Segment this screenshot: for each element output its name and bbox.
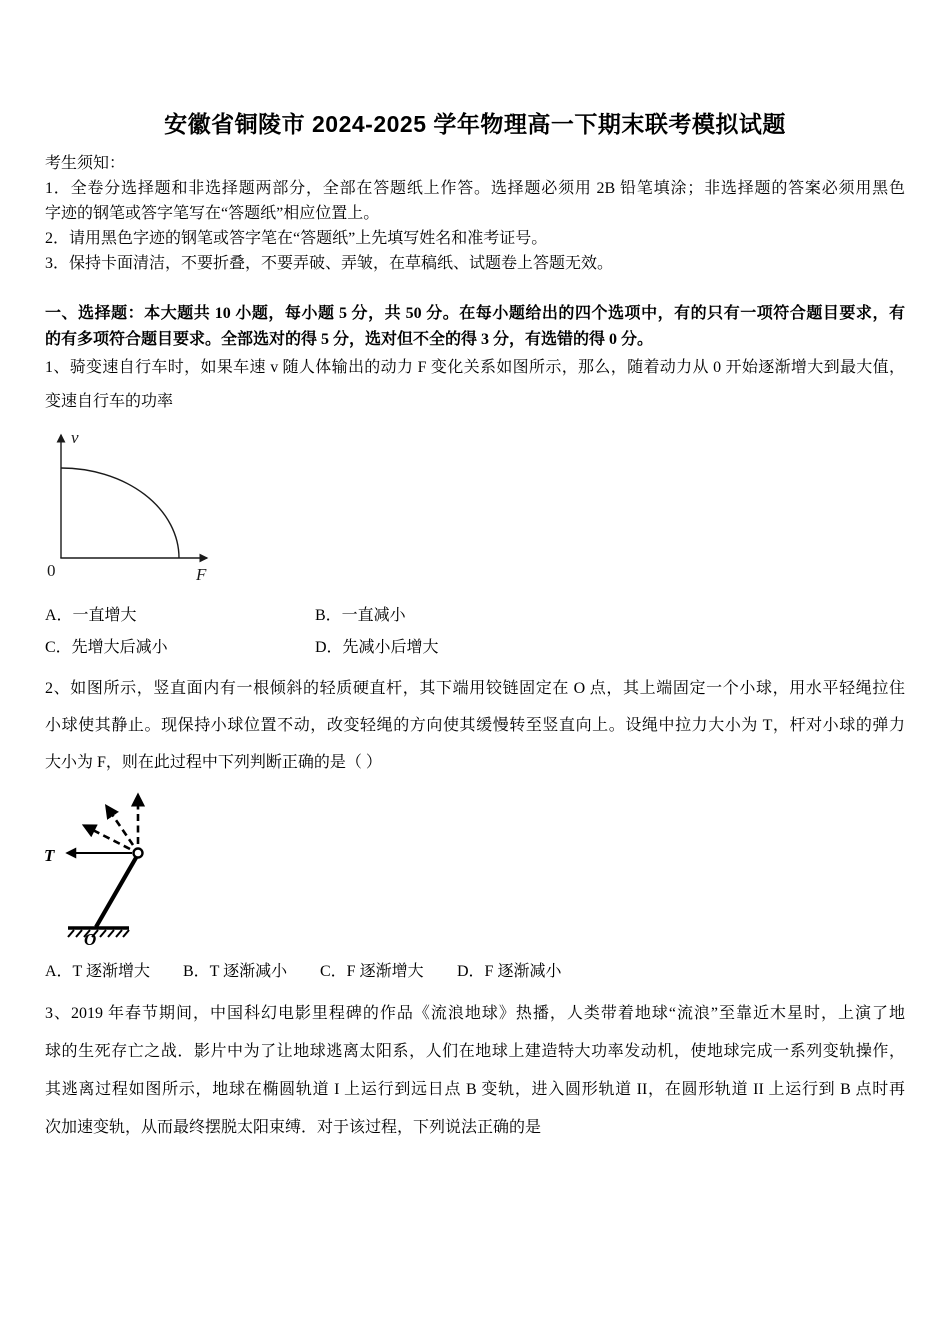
tension-label: T xyxy=(44,846,55,865)
q2-option-c: C．F 逐渐增大 xyxy=(320,963,424,980)
q2-option-a: A．T 逐渐增大 xyxy=(45,963,151,980)
question-2 xyxy=(45,670,905,781)
rope-direction-dashed-mid xyxy=(107,807,133,845)
q2-options xyxy=(45,959,905,985)
exam-title: 安徽省铜陵市 2024-2025 学年物理高一下期末联考模拟试题 xyxy=(164,111,786,137)
q3-stem-line: 其逃离过程如图所示，地球在椭圆轨道 I 上运行到远日点 B 变轨，进入圆形轨道 II，在圆形轨道 II 上运行到 B 点时再 xyxy=(45,1081,905,1098)
notice-line: 3．保持卡面清洁，不要折叠，不要弄破、弄皱，在草稿纸、试题卷上答题无效。 xyxy=(45,255,614,272)
q1-options xyxy=(45,603,905,661)
question-1 xyxy=(45,355,905,415)
ball xyxy=(134,849,143,858)
section-one-line: 一、选择题：本大题共 10 小题，每小题 5 分，共 50 分。在每小题给出的四个选项中，有的只有一项符合题目要求，有 xyxy=(45,305,905,322)
section-one-heading xyxy=(45,301,905,353)
v-axis-label: v xyxy=(71,428,79,447)
notice-block xyxy=(45,151,905,276)
q2-stem-line: 2、如图所示，竖直面内有一根倾斜的轻质硬直杆，其下端用铰链固定在 O 点，其上端固定一个小球，用水平轻绳拉住 xyxy=(45,680,905,697)
origin-label: 0 xyxy=(47,561,56,580)
q1-velocity-force-graph xyxy=(45,423,225,581)
f-axis-label: F xyxy=(196,565,207,581)
q1-option-c: C．先增大后减小 xyxy=(45,639,168,656)
q1-stem-line: 变速自行车的功率 xyxy=(45,393,174,410)
q2-option-d: D．F 逐渐减小 xyxy=(457,963,562,980)
q3-stem-line: 3、2019 年春节期间，中国科幻电影里程碑的作品《流浪地球》热播，人类带着地球“流浪”至靠近木星时，上演了地 xyxy=(45,1005,905,1022)
ground-hatching xyxy=(68,930,129,937)
q2-rod-ball-diagram xyxy=(40,775,210,947)
notice-line: 2．请用黑色字迹的钢笔或答字笔在“答题纸”上先填写姓名和准考证号。 xyxy=(45,230,548,247)
q1-option-d: D．先减小后增大 xyxy=(315,639,439,656)
q2-stem-line: 小球使其静止。现保持小球位置不动，改变轻绳的方向使其缓慢转至竖直向上。设绳中拉力大小为 T，杆对小球的弹力 xyxy=(45,717,905,734)
q3-stem-line: 次加速变轨，从而最终摆脱太阳束缚．对于该过程，下列说法正确的是 xyxy=(45,1119,542,1136)
q1-option-a: A．一直增大 xyxy=(45,607,137,624)
notice-line: 1．全卷分选择题和非选择题两部分，全部在答题纸上作答。选择题必须用 2B 铅笔填涂；非选择题的答案必须用黑色 xyxy=(45,180,905,197)
notice-heading: 考生须知： xyxy=(45,155,126,172)
rod xyxy=(96,856,137,927)
question-3 xyxy=(45,995,905,1147)
notice-line: 字迹的钢笔或答字笔写在“答题纸”相应位置上。 xyxy=(45,205,380,222)
v-f-curve xyxy=(61,468,179,558)
q1-option-b: B．一直减小 xyxy=(315,607,406,624)
hinge-label: O xyxy=(84,930,97,947)
q2-stem-line: 大小为 F，则在此过程中下列判断正确的是（ ） xyxy=(45,754,382,771)
q2-option-b: B．T 逐渐减小 xyxy=(183,963,288,980)
q1-stem-line: 1、骑变速自行车时，如果车速 v 随人体输出的动力 F 变化关系如图所示，那么，随着动力从 0 开始逐渐增大到最大值， xyxy=(45,359,905,376)
section-one-line: 的有多项符合题目要求。全部选对的得 5 分，选对但不全的得 3 分，有选错的得 0 分。 xyxy=(45,331,654,348)
q3-stem-line: 球的生死存亡之战．影片中为了让地球逃离太阳系，人们在地球上建造特大功率发动机，使地球完成一系列变轨操作， xyxy=(45,1043,905,1060)
